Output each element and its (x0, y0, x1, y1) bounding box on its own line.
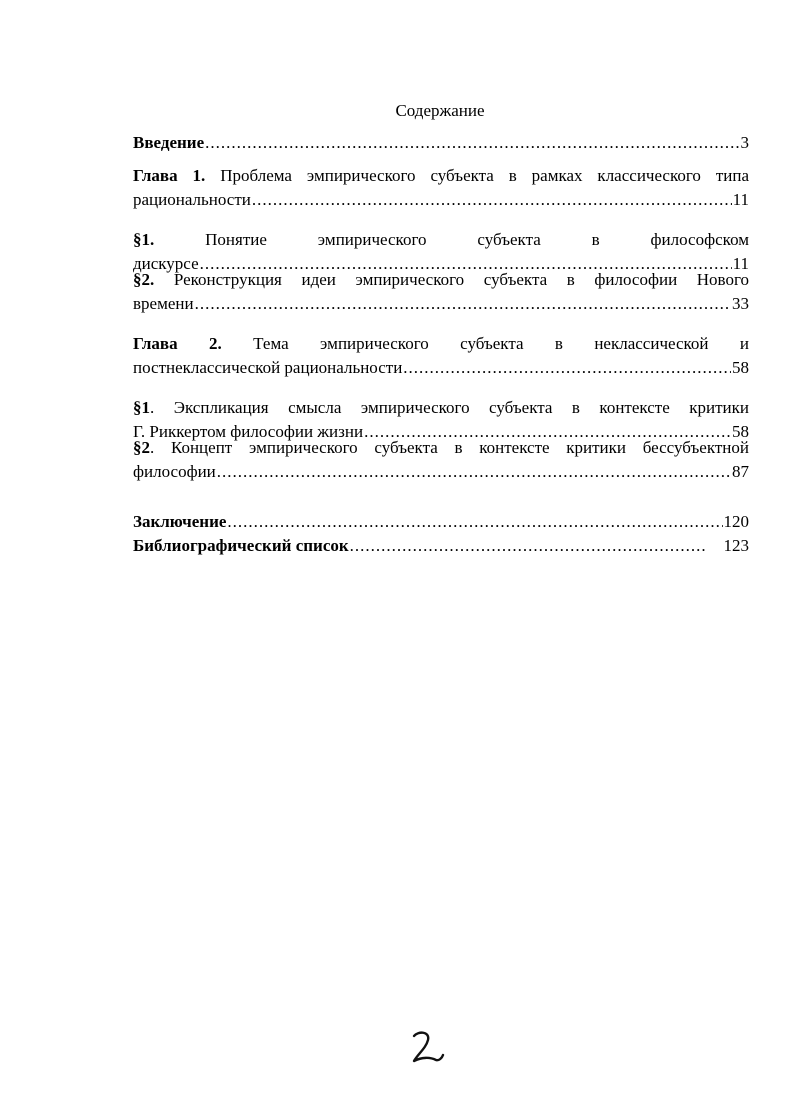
leader-dots (403, 356, 731, 380)
toc-title-text: Проблема эмпирического субъекта в рамках классического типа (220, 166, 749, 185)
toc-entry-bibliography[interactable] (133, 534, 749, 558)
toc-page-number: 58 (732, 422, 749, 441)
toc-title-text: Понятие эмпирического субъекта в философском (205, 230, 749, 249)
toc-page-number: 3 (740, 133, 749, 152)
toc-page-number: 58 (732, 358, 749, 377)
toc-text-line (133, 332, 749, 356)
toc-text-line (133, 396, 749, 420)
toc-entry-chapter-1[interactable] (133, 164, 749, 212)
leader-dots (205, 131, 739, 155)
leader-dots (195, 292, 731, 316)
toc-label: §2. (133, 270, 155, 289)
toc-title-text: Тема эмпирического субъекта в неклассической и (253, 334, 750, 353)
toc-label: Заключение (133, 512, 227, 531)
toc-text-line (133, 228, 749, 252)
toc-label: §2 (133, 438, 150, 457)
toc-page-number: 120 (723, 512, 749, 531)
leader-dots (227, 510, 722, 534)
page-title: Содержание (395, 101, 485, 120)
toc-text-line (133, 268, 749, 292)
toc-page-number: 87 (732, 462, 749, 481)
toc-entry-chapter-1-section-2[interactable] (133, 268, 749, 316)
toc-entry-intro[interactable] (133, 131, 749, 155)
toc-page-number: 11 (732, 190, 749, 209)
toc-label: §1. (133, 230, 155, 249)
toc-label: Глава 2. (133, 334, 222, 353)
toc-page-number: 123 (723, 536, 749, 555)
handwritten-page-number (406, 1030, 446, 1064)
toc-title-text: времени (133, 294, 194, 313)
toc-page-number: 11 (732, 254, 749, 273)
toc-page-number: 33 (732, 294, 749, 313)
toc-title-text: постнеклассической рациональности (133, 358, 403, 377)
leader-dots (350, 534, 705, 558)
toc-label: §1 (133, 398, 150, 417)
toc-title-text: рациональности (133, 190, 251, 209)
toc-label: Глава 1. (133, 166, 206, 185)
toc-label: Введение (133, 133, 205, 152)
toc-title-text: . Концепт эмпирического субъекта в контексте критики бессубъектной (150, 438, 749, 457)
leader-dots (252, 188, 732, 212)
toc-title-text: дискурсе (133, 254, 199, 273)
toc-title-text: Г. Риккертом философии жизни (133, 422, 364, 441)
toc-text-line (133, 436, 749, 460)
toc-text-line (133, 164, 749, 188)
toc-title-text: . Экспликация смысла эмпирического субъекта в контексте критики (150, 398, 749, 417)
toc-entry-chapter-2-section-2[interactable] (133, 436, 749, 484)
leader-dots (217, 460, 731, 484)
toc-entry-chapter-2[interactable] (133, 332, 749, 380)
toc-title-text: Реконструкция идеи эмпирического субъекта в философии Нового (173, 270, 750, 289)
toc-title-text: философии (133, 462, 216, 481)
toc-entry-conclusion[interactable] (133, 510, 749, 534)
toc-label: Библиографический список (133, 536, 349, 555)
